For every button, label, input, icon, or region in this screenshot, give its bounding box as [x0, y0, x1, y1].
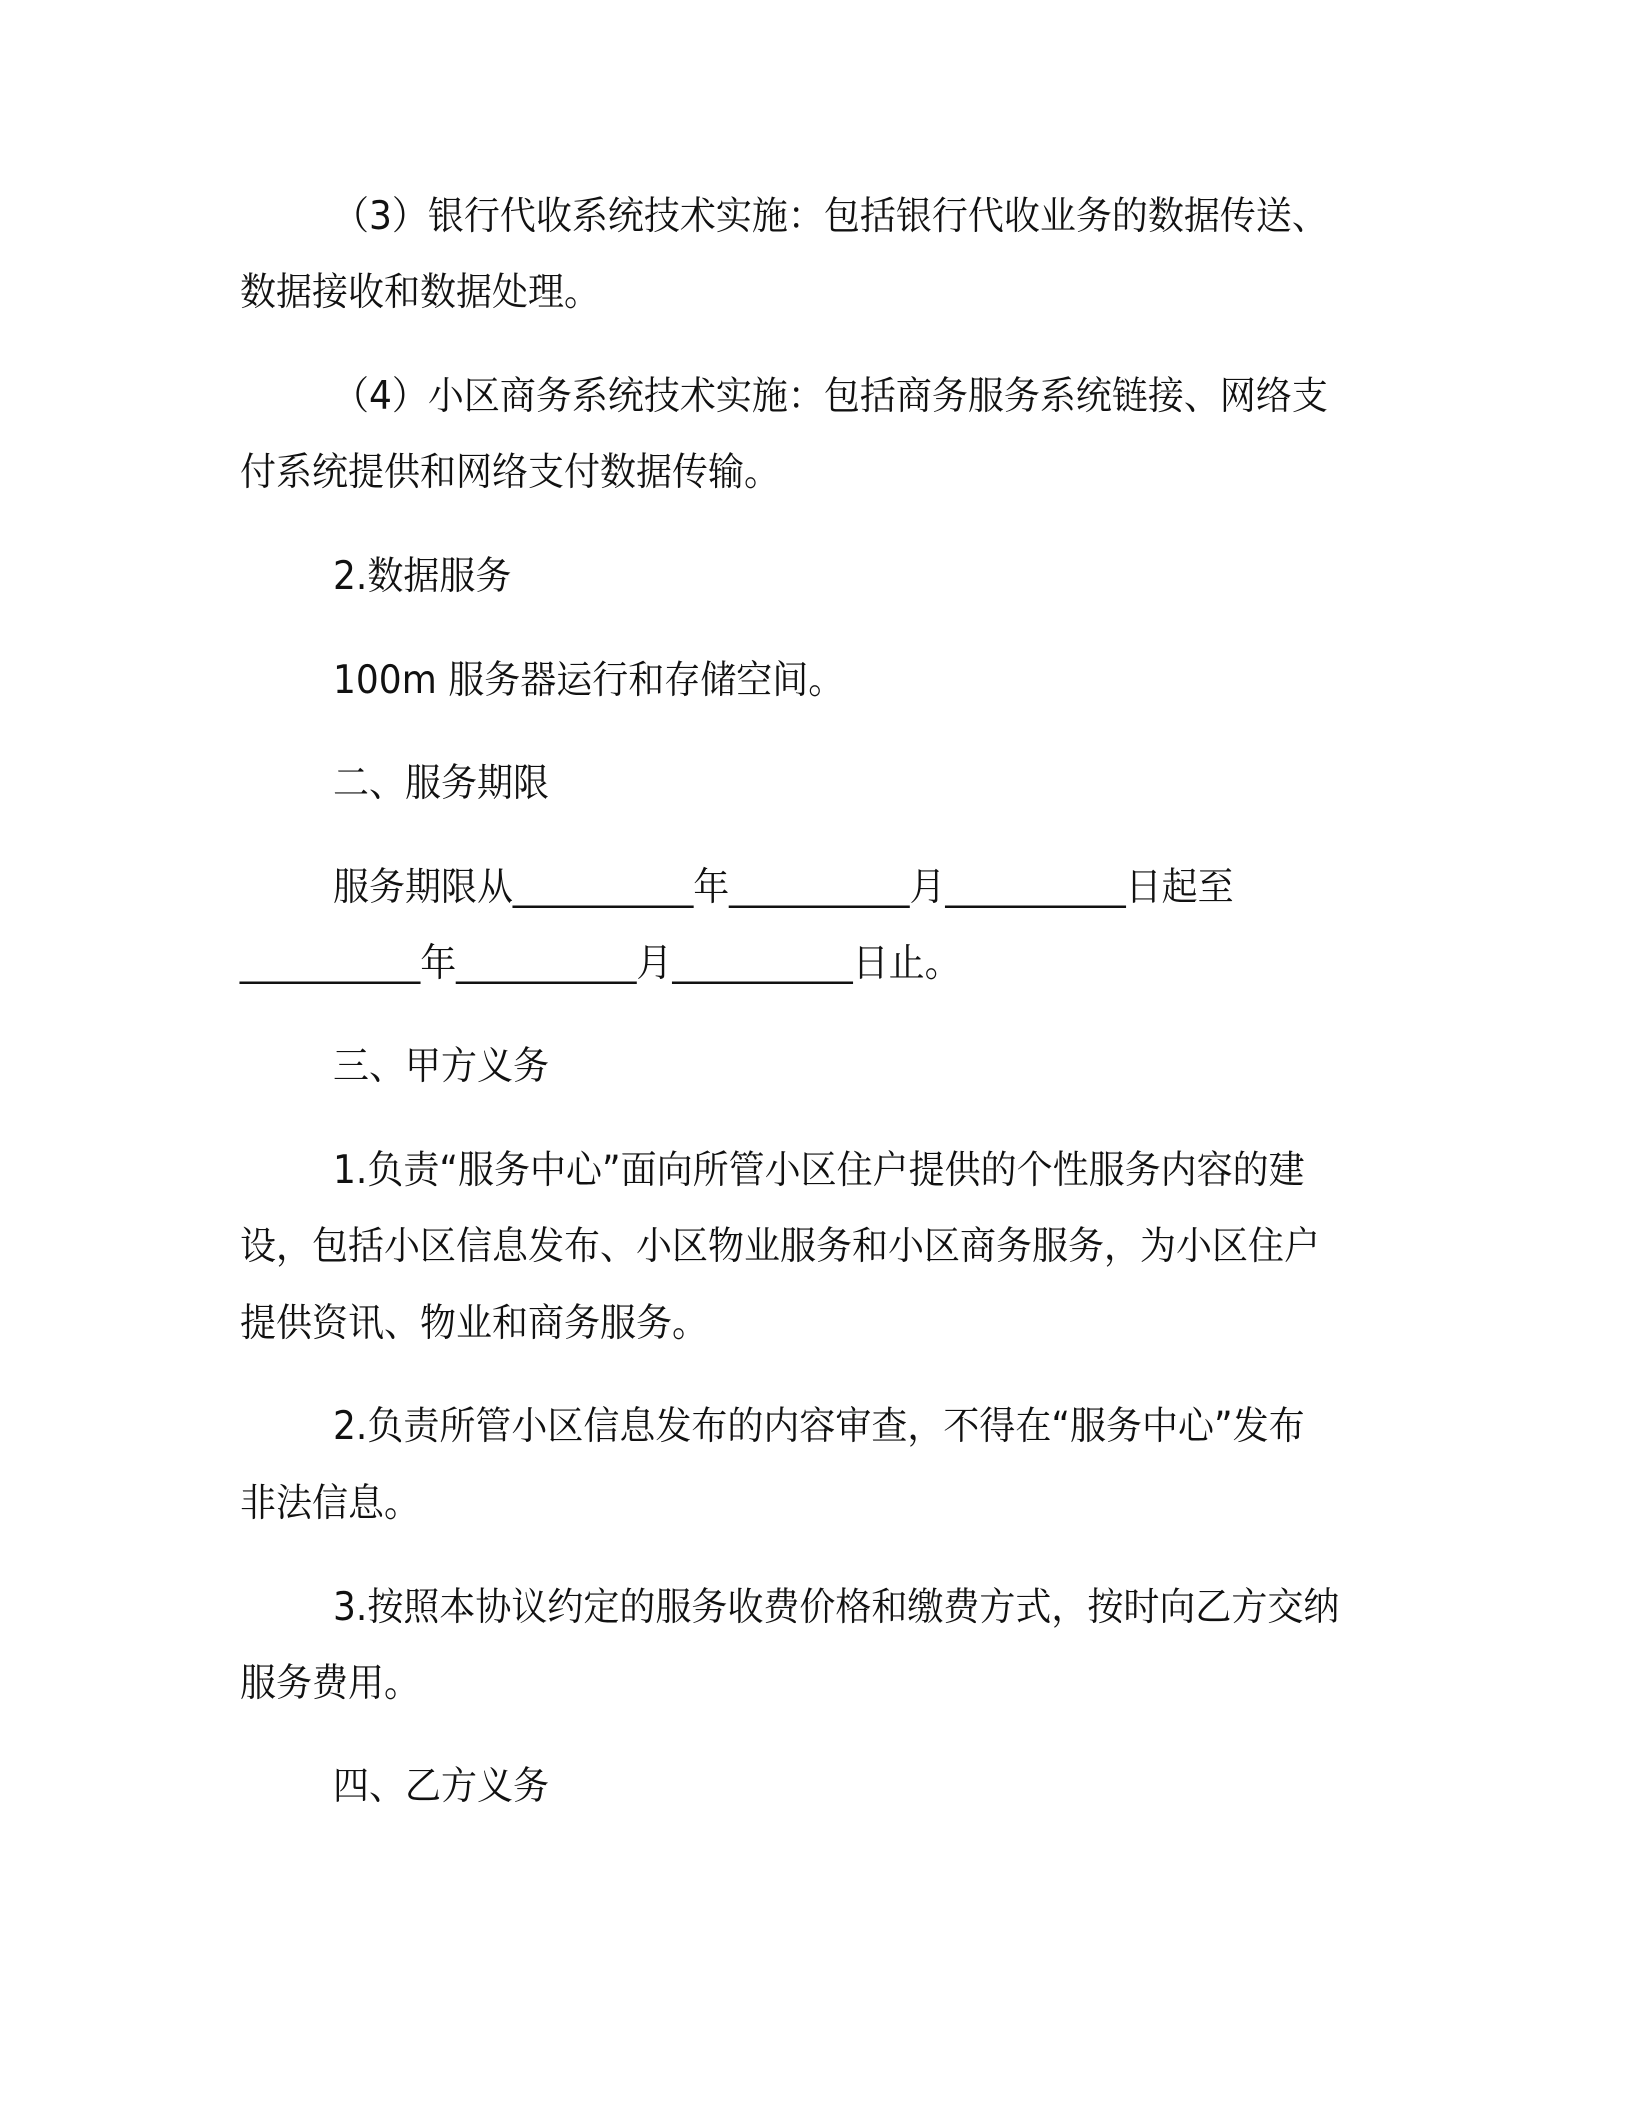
paragraph-line: 服务费用。: [240, 1661, 421, 1706]
blank-year-end[interactable]: _________: [240, 940, 421, 985]
section-heading: 三、甲方义务: [333, 1044, 550, 1089]
blank-month-end[interactable]: _________: [456, 940, 637, 985]
paragraph-line: （3）银行代收系统技术实施：包括银行代收业务的数据传送、: [333, 194, 1328, 239]
paragraph-line: 数据接收和数据处理。: [240, 270, 601, 315]
section-heading: 2.数据服务: [333, 554, 512, 599]
day-end-label: 日止。: [852, 941, 961, 986]
paragraph-line: 1.负责“服务中心”面向所管小区住户提供的个性服务内容的建: [333, 1148, 1305, 1193]
year-label: 年: [693, 865, 730, 910]
year-label: 年: [420, 941, 457, 986]
blank-month-start[interactable]: _________: [729, 864, 910, 909]
paragraph-line: （4）小区商务系统技术实施：包括商务服务系统链接、网络支: [333, 374, 1328, 419]
service-term-line-2: [240, 939, 961, 988]
paragraph-line: 非法信息。: [240, 1481, 421, 1526]
section-heading: 二、服务期限: [333, 761, 550, 806]
paragraph-line: 付系统提供和网络支付数据传输。: [240, 450, 781, 495]
blank-day-start[interactable]: _________: [945, 864, 1126, 909]
paragraph-line: 提供资讯、物业和商务服务。: [240, 1301, 709, 1346]
paragraph-line: 3.按照本协议约定的服务收费价格和缴费方式，按时向乙方交纳: [333, 1585, 1340, 1630]
section-heading: 四、乙方义务: [333, 1764, 550, 1809]
service-term-line-1: [333, 863, 1234, 912]
blank-day-end[interactable]: _________: [672, 940, 853, 985]
paragraph-line: 100m 服务器运行和存储空间。: [333, 658, 845, 703]
month-label: 月: [636, 941, 673, 986]
term-prefix: 服务期限从: [333, 865, 514, 910]
paragraph-line: 2.负责所管小区信息发布的内容审查，不得在“服务中心”发布: [333, 1404, 1305, 1449]
paragraph-line: 设，包括小区信息发布、小区物业服务和小区商务服务，为小区住户: [240, 1224, 1321, 1269]
day-start-label: 日起至: [1125, 865, 1234, 910]
month-label: 月: [909, 865, 946, 910]
blank-year-start[interactable]: _________: [513, 864, 694, 909]
